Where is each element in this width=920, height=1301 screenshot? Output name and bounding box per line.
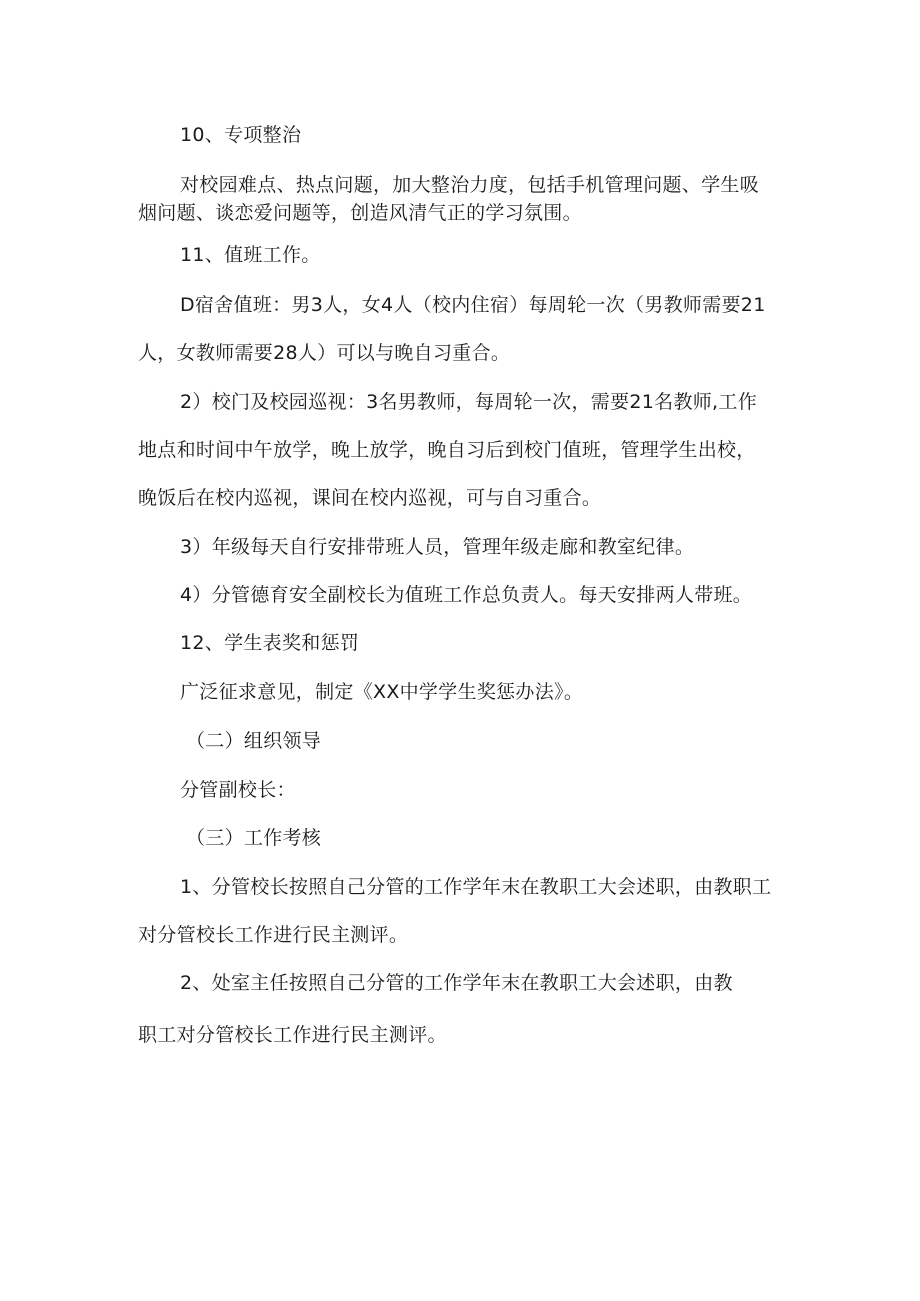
subsection-heading-2: （二）组织领导	[186, 730, 322, 752]
paragraph-line: 1、分管校长按照自己分管的工作学年末在教职工大会述职，由教职工	[180, 876, 772, 898]
paragraph-line: 晚饭后在校内巡视，课间在校内巡视，可与自习重合。	[138, 487, 602, 509]
paragraph-line: 3）年级每天自行安排带班人员，管理年级走廊和教室纪律。	[180, 536, 695, 558]
paragraph-line: 对分管校长工作进行民主测评。	[138, 924, 409, 946]
section-heading-12: 12、学生表奖和惩罚	[180, 632, 360, 654]
paragraph-line: 职工对分管校长工作进行民主测评。	[138, 1024, 447, 1046]
paragraph-line: 4）分管德育安全副校长为值班工作总负责人。每天安排两人带班。	[180, 584, 753, 606]
paragraph-line: 广泛征求意见，制定《XX中学学生奖惩办法》。	[180, 681, 584, 703]
section-heading-11: 11、值班工作。	[180, 244, 321, 266]
paragraph-line: 分管副校长：	[180, 779, 296, 801]
paragraph-line: 地点和时间中午放学，晚上放学，晚自习后到校门值班，管理学生出校，	[138, 439, 756, 461]
section-heading-10: 10、专项整治	[180, 124, 302, 146]
paragraph-line: D宿舍值班：男3人，女4人（校内住宿）每周轮一次（男教师需要21	[180, 294, 766, 316]
paragraph-line: 2）校门及校园巡视：3名男教师，每周轮一次，需要21名教师,工作	[180, 391, 757, 413]
paragraph-line: 对校园难点、热点问题，加大整治力度，包括手机管理问题、学生吸	[180, 174, 760, 196]
subsection-heading-3: （三）工作考核	[186, 827, 322, 849]
paragraph-line: 烟问题、谈恋爱问题等，创造风清气正的学习氛围。	[138, 202, 582, 224]
paragraph-line: 2、处室主任按照自己分管的工作学年末在教职工大会述职，由教	[180, 972, 733, 994]
paragraph-line: 人，女教师需要28人）可以与晚自习重合。	[138, 342, 511, 364]
